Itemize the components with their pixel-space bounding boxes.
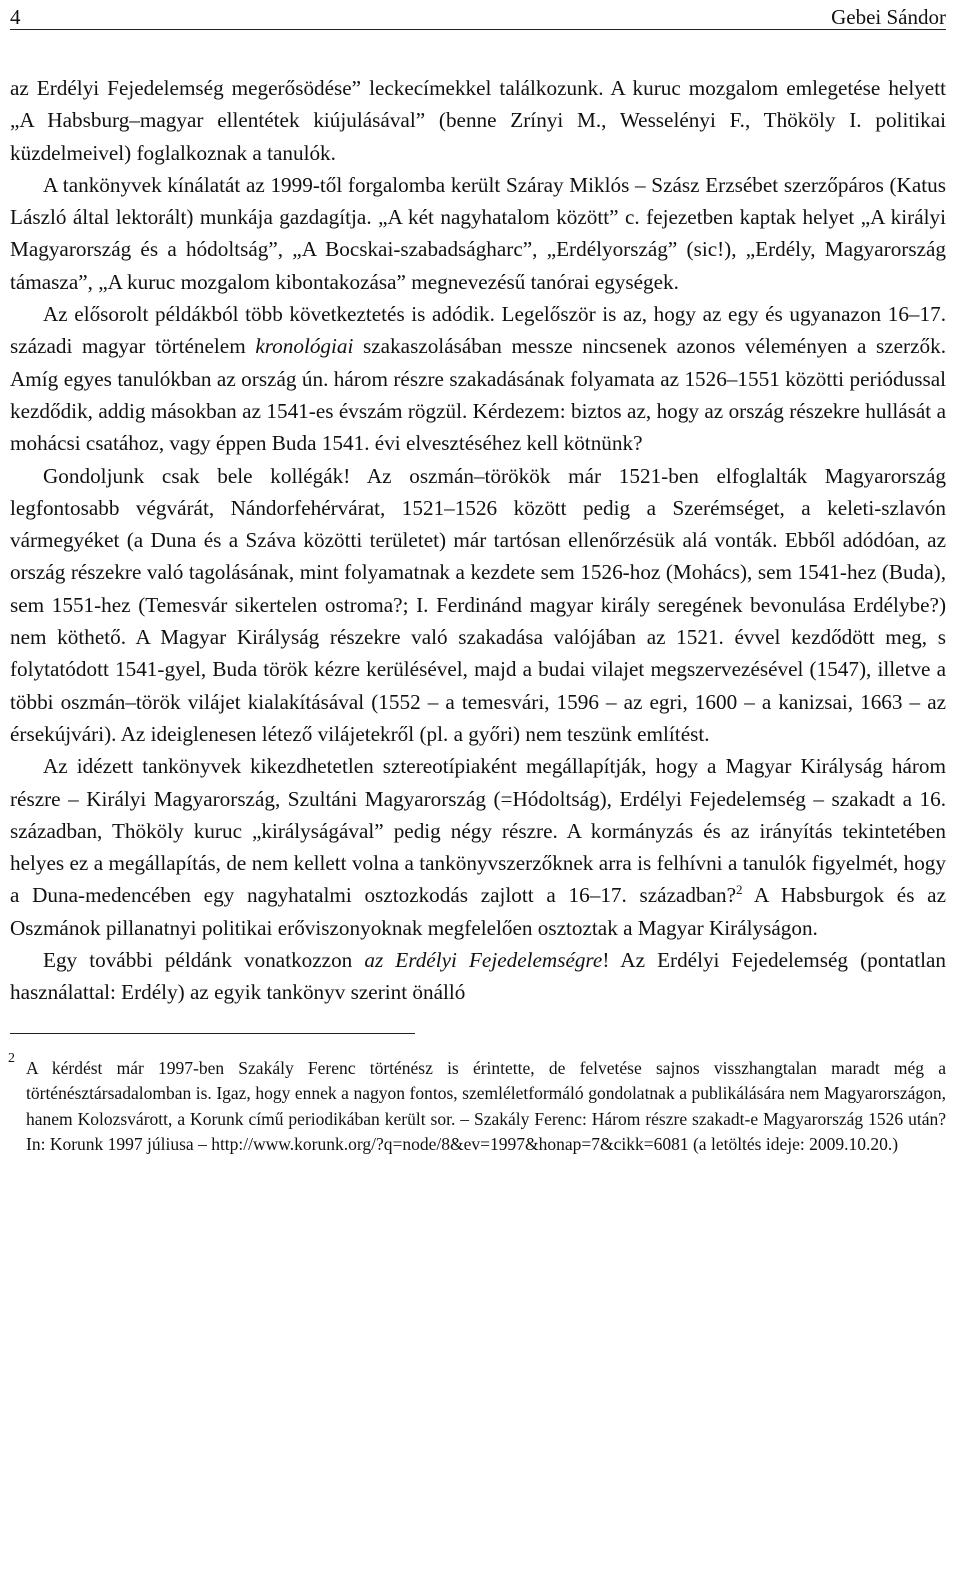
paragraph: A tankönyvek kínálatát az 1999-től forgalomba került Száray Miklós – Szász Erzsébet szerzőpáros (Katus László által lektorált) munkája gazdagítja. „A két nagyhatalom között” c. fejezetben kaptak helyet „A királyi Magyarország és a hódoltság”, „A Bocskai-szabadságharc”, „Erdélyország” (sic!), „Erdély, Magyarország támasza”, „A kuruc mozgalom kibontakozása” megnevezésű tanórai egységek. — [10, 172, 946, 294]
running-header — [10, 0, 946, 30]
italic-text: kronológiai — [255, 334, 354, 359]
footnote-ref: 2 — [735, 882, 743, 898]
page-number: 4 — [10, 5, 21, 29]
paragraph: az Erdélyi Fejedelemség megerősödése” leckecímekkel találkozunk. A kuruc mozgalom emlegetése helyett „A Habsburg–magyar ellentétek kiújulásával” (benne Zrínyi M., Wesselényi F., Thököly I. politikai küzdelmeivel) foglalkoznak a tanulók. — [10, 76, 946, 165]
text-run: Az elősorolt példákból több következtetés is adódik. Legelőször is az, hogy az egy és ugyanazon 16–17. századi magyar történelem — [10, 302, 946, 359]
paragraph — [10, 298, 946, 459]
footnote-text: A kérdést már 1997-ben Szakály Ferenc történész is érintette, de felvetése sajnos visszhangtalan maradt még a történésztársadalomban is. Igaz, hogy ennek a nagyon fontos, szemléletformáló gondolatnak a publikálására nem Magyarországon, hanem Kolozsvárott, a Korunk című periodikában került sor. – Szakály Ferenc: Három részre szakadt-e Magyarország 1526 után? In: Korunk 1997 júliusa – http://www.korunk.org/?q=node/8&ev=1997&honap=7&cikk=6081 (a letöltés ideje: 2009.10.20.) — [26, 1057, 946, 1155]
body-text — [10, 72, 946, 1009]
text-run: Egy további példánk vonatkozzon — [43, 948, 365, 973]
text-run: ! Az Erdélyi Fejedelemség (pontatlan használattal: Erdély) az egyik tankönyv szerint önálló — [10, 948, 947, 1005]
paragraph: Gondoljunk csak bele kollégák! Az oszmán–törökök már 1521-ben elfoglalták Magyarország legfontosabb végvárát, Nándorfehérvárat, 1521–1526 között pedig a Szerémséget, a keleti-szlavón vármegyéket (a Duna és a Száva közötti területet) már tartósan ellenőrzésük alá vonták. Ebből adódóan, az ország részekre való tagolásának, mint folyamatnak a kezdete sem 1526-hoz (Mohács), sem 1541-hez (Buda), sem 1551-hez (Temesvár sikertelen ostroma?; I. Ferdinánd magyar király seregének bevonulása Erdélybe?) nem köthető. A Magyar Királyság részekre való szakadása valójában az 1521. évvel kezdődött meg, s folytatódott 1541-gyel, Buda török kézre kerülésével, majd a budai vilajet megszervezésével (1547), illetve a többi oszmán–török viláјet kialakításával (1552 – a temesvári, 1596 – az egri, 1600 – a kanizsai, 1663 – az érsekújvári). Az ideiglenesen létező vilájetekről (pl. a győri) nem teszünk említést. — [10, 463, 946, 746]
paragraph — [10, 944, 946, 1009]
text-run: A Habsburgok és az Oszmánok pillanatnyi politikai erőviszonyoknak megfelelően osztoztak a Magyar Királyságon. — [10, 883, 946, 940]
footnote-number: 2 — [8, 1050, 15, 1066]
footnote-separator — [10, 1033, 415, 1034]
footnote — [8, 1050, 946, 1158]
running-author: Gebei Sándor — [831, 5, 946, 29]
paragraph — [10, 750, 946, 944]
text-run: szakaszolásában messze nincsenek azonos véleményen a szerzők. Amíg egyes tanulókban az ország ún. három részre szakadásának folyamata az 1526–1551 közötti periódussal kezdődik, addig másokban az 1541-es évszám rögzül. Kérdezem: biztos az, hogy az ország részekre hullását a mohácsi csatához, vagy éppen Buda 1541. évi elvesztéséhez kell kötnünk? — [10, 334, 947, 456]
italic-text: az Erdélyi Fejedelemségre — [364, 948, 603, 973]
text-run: Az idézett tankönyvek kikezdhetetlen sztereotípiaként megállapítják, hogy a Magyar Királyság három részre – Királyi Magyarország, Szultáni Magyarország (=Hódoltság), Erdélyi Fejedelemség – szakadt a 16. században, Thököly kuruc „királyságával” pedig négy részre. A kormányzás és az irányítás tekintetében helyes ez a megállapítás, de nem kellett volna a tankönyvszerzőknek arra is felhívni a tanulók figyelmét, hogy a Duna-medencében egy nagyhatalmi osztozkodás zajlott a 16–17. században? — [10, 754, 946, 908]
